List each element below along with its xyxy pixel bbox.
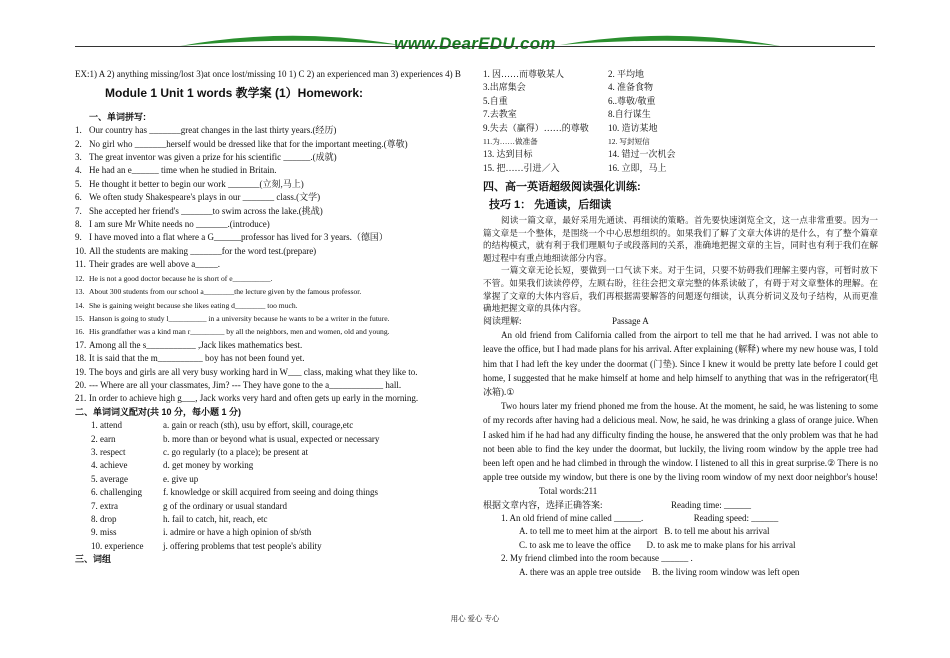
matching-list xyxy=(75,419,467,553)
phrase-row xyxy=(483,68,878,81)
q1-option-d[interactable]: D. to ask me to make plans for his arrival xyxy=(646,539,796,550)
spelling-item-text: The boys and girls are all very busy working hard in W___ class, making what they like to. xyxy=(89,366,418,377)
page-header xyxy=(0,0,950,60)
spelling-item-number: 16. xyxy=(75,327,85,337)
phrase-row xyxy=(483,148,878,161)
phrase-item: 15. 把……引进／入 xyxy=(483,162,560,173)
matching-word: 5. average xyxy=(91,473,128,484)
phrase-list xyxy=(483,68,878,175)
spelling-item xyxy=(75,272,467,285)
phrase-row xyxy=(483,108,878,121)
matching-definition: f. knowledge or skill acquired from seeing and doing things xyxy=(163,487,378,498)
matching-definition: c. go regularly (to a place); be present at xyxy=(163,446,309,457)
matching-item xyxy=(75,540,467,553)
reading-speed: Reading speed: ______ xyxy=(693,513,779,524)
matching-word: 3. respect xyxy=(91,446,126,457)
spelling-item-number: 9. xyxy=(75,232,82,243)
spelling-item xyxy=(75,392,467,405)
page-title: Module 1 Unit 1 words 教学案 (1）Homework: xyxy=(105,86,364,101)
phrase-item: 13. 达到目标 xyxy=(483,149,533,160)
spelling-item-number: 20. xyxy=(75,379,87,390)
matching-word: 6. challenging xyxy=(91,487,142,498)
spelling-item-number: 1. xyxy=(75,125,82,136)
spelling-item-text: We often study Shakespeare's plays in our _______ class.(文学) xyxy=(89,192,321,203)
spelling-item xyxy=(75,379,467,392)
matching-definition: j. offering problems that test people's ability xyxy=(163,540,322,551)
phrase-item: 2. 平均地 xyxy=(608,69,645,79)
spelling-item xyxy=(75,164,467,177)
phrase-row xyxy=(483,81,878,94)
spelling-item-number: 14. xyxy=(75,300,85,310)
matching-item xyxy=(75,486,467,499)
spelling-item-number: 15. xyxy=(75,313,85,323)
spelling-item-number: 5. xyxy=(75,178,82,189)
spelling-item-text: He had an e______ time when he studied in Britain. xyxy=(89,165,277,176)
spelling-item xyxy=(75,299,467,312)
spelling-item-text: No girl who _______herself would be dressed like that for the important meeting.(尊敬) xyxy=(89,138,408,149)
spelling-item-number: 3. xyxy=(75,152,82,163)
phrase-row xyxy=(483,135,878,148)
tip-title: 技巧 1： 先通读，后细读 xyxy=(489,198,612,211)
spelling-item-text: She accepted her friend's _______to swim across the lake.(挑战) xyxy=(89,205,323,216)
site-logo[interactable]: www.DearEDU.com xyxy=(394,34,556,53)
right-column xyxy=(483,68,878,579)
reading-label-row xyxy=(483,315,878,328)
reading-label: 阅读理解: xyxy=(483,315,522,326)
phrase-row xyxy=(483,95,878,108)
spelling-item-number: 4. xyxy=(75,165,82,176)
tip-paragraph-2: 一篇文章无论长短，要做到一口气读下来。对于生词，只要不妨碍我们理解主要内容，可暂时放下不管。如果我们读读停停，左顾右盼，往往会把文章完整的体系读破了，有碍于对文章整体的理解。在掌握了文章的大体内容后，我们再根据需要解答的问题逐句细读，认真分析词义及句子结构，从而更准确地把握文章的具体内容。 xyxy=(483,265,878,314)
spelling-item-text: Their grades are well above a_____. xyxy=(89,259,220,270)
matching-item xyxy=(75,459,467,472)
phrase-item: 8.自行谋生 xyxy=(608,109,651,120)
spelling-item-text: I am sure Mr White needs no _______.(introduce) xyxy=(89,219,270,230)
reading-time: Reading time: ______ xyxy=(671,499,752,510)
spelling-item-number: 18. xyxy=(75,353,87,364)
spelling-item-number: 12. xyxy=(75,273,85,283)
phrase-item: 6..尊敬/敬重 xyxy=(608,95,656,106)
spelling-item-number: 21. xyxy=(75,393,87,404)
matching-word: 7. extra xyxy=(91,500,118,511)
matching-item xyxy=(75,419,467,432)
section-spelling-heading: 一、单词拼写: xyxy=(89,111,146,122)
matching-item xyxy=(75,446,467,459)
matching-word: 2. earn xyxy=(91,433,116,444)
phrase-item: 16. 立即，马上 xyxy=(608,162,667,173)
phrase-item: 5.自重 xyxy=(483,95,508,106)
spelling-item-number: 11. xyxy=(75,259,86,270)
phrase-item: 1. 因……而尊敬某人 xyxy=(483,69,565,79)
matching-definition: a. gain or reach (sth), usu by effort, skill, courage,etc xyxy=(163,420,354,431)
matching-item xyxy=(75,526,467,539)
phrase-item: 14. 错过一次机会 xyxy=(608,149,676,160)
spelling-item-text: She is gaining weight because she likes eating d________ too much. xyxy=(89,300,298,310)
matching-item xyxy=(75,433,467,446)
spelling-item xyxy=(75,366,467,379)
phrase-row xyxy=(483,122,878,135)
phrase-item: 3.出席集会 xyxy=(483,82,526,93)
section-matching-heading: 二、单词词义配对(共 10 分，每小题 1 分) xyxy=(75,406,242,417)
matching-item xyxy=(75,513,467,526)
spelling-item-number: 17. xyxy=(75,339,87,350)
spelling-item xyxy=(75,205,467,218)
spelling-item xyxy=(75,245,467,258)
phrase-item: 12. 写封短信 xyxy=(608,137,650,147)
spelling-item xyxy=(75,178,467,191)
passage-paragraph-1: An old friend from California called from the airport to tell me that he had arrived. I was not able to leave the office, but I had made plans for his arrival. After explaining (解释) where my new house was, I told him that I had left the key under the doormat (门垫). Since I knew it would be pretty late before I could get home, I suggested that he make himself at home and help himself to anything that was in the refrigerator(电冰箱).① xyxy=(483,330,878,398)
spelling-item xyxy=(75,325,467,338)
matching-item xyxy=(75,473,467,486)
spelling-item-number: 19. xyxy=(75,366,87,377)
passage-paragraph-2: Two hours later my friend phoned me from the house. At the moment, he said, he was listening to some of my records after having had a delicious meal. Now, he said, he was drinking a glass of orange juice. When I asked him if he had had any difficulty finding the house, he answered that the only problem was that he had not been able to find the key under the doormat, but luckily, the living room window by the apple tree had been left open and he had climbed in through the window. I listened to all this in great surprise.② There is no apple tree outside my window, but there is one by the living room window of my next door neighbor's house!Total words:211 xyxy=(483,401,878,497)
passage-label: Passage A xyxy=(612,315,649,326)
spelling-item xyxy=(75,191,467,204)
spelling-item-text: His grandfather was a kind man r_________ by all the neighbors, men and women, old and young. xyxy=(89,327,390,337)
answer-row xyxy=(483,499,878,512)
q2-option-b[interactable]: B. the living room window was left open xyxy=(651,566,800,577)
phrase-item: 10. 造访某地 xyxy=(608,122,658,133)
phrase-item: 4. 准备食物 xyxy=(608,82,654,93)
question-1: 1. An old friend of mine called ______. xyxy=(501,513,644,524)
question-1-row xyxy=(483,512,878,525)
spelling-item-text: Among all the s___________ ,Jack likes mathematics best. xyxy=(89,339,303,350)
q2-option-a[interactable]: A. there was an apple tree outside xyxy=(519,566,641,577)
matching-item xyxy=(75,500,467,513)
header-rule xyxy=(75,46,875,47)
spelling-item-text: It is said that the m__________ boy has not been found yet. xyxy=(89,353,305,364)
matching-definition: b. more than or beyond what is usual, expected or necessary xyxy=(163,433,380,444)
phrase-item: 9.失去（赢得）……的尊敬 xyxy=(483,122,589,133)
total-words: Total words:211 xyxy=(539,486,598,497)
spelling-item xyxy=(75,218,467,231)
matching-definition: g of the ordinary or usual standard xyxy=(163,500,287,511)
spelling-item-number: 13. xyxy=(75,287,85,297)
q1-options-ab xyxy=(483,525,878,538)
matching-word: 4. achieve xyxy=(91,460,128,471)
q1-options-cd xyxy=(483,539,878,552)
page-footer: 用心 爱心 专心 xyxy=(450,614,500,623)
spelling-item-number: 6. xyxy=(75,192,82,203)
question-2: 2. My friend climbed into the room because ______ . xyxy=(501,553,693,564)
spelling-item xyxy=(75,339,467,352)
q2-options-ab xyxy=(483,566,878,579)
matching-word: 9. miss xyxy=(91,527,117,538)
spelling-item-text: The great inventor was given a prize for his scientific ______.(成就) xyxy=(89,152,337,163)
phrase-row xyxy=(483,162,878,175)
spelling-item-text: I have moved into a flat where a G______professor has lived for 3 years.（德国） xyxy=(89,232,388,243)
spelling-item xyxy=(75,151,467,164)
spelling-item xyxy=(75,352,467,365)
matching-word: 8. drop xyxy=(91,514,117,524)
spelling-item-text: Our country has _______great changes in the last thirty years.(经历) xyxy=(89,125,337,136)
spelling-item-text: He thought it better to begin our work _______(立刻,马上) xyxy=(89,178,304,189)
tip-paragraph-1: 阅读一篇文章，最好采用先通读、再细读的策略。首先要快速浏览全文，这一点非常重要。因为一篇文章是一个整体，是围绕一个中心思想组织的。如果我们了解了文章大体讲的是什么，有了整个篇章的结构模式，就有利于我们理顺句子或段落间的关系，准确地把握文章的主旨，同时也有利于我们在解题过程中有重点地细读部分内容。 xyxy=(483,215,878,263)
spelling-item-text: In order to achieve high g___, Jack works very hard and often gets up early in the morning. xyxy=(89,393,419,404)
spelling-item-number: 8. xyxy=(75,219,82,230)
spelling-item-text: About 300 students from our school a________the lecture given by the famous professor. xyxy=(89,287,362,297)
section-reading-heading: 四、高一英语超级阅读强化训练: xyxy=(483,181,641,194)
spelling-item xyxy=(75,285,467,298)
spelling-item xyxy=(75,312,467,325)
exercise-answers: EX:1) A 2) anything missing/lost 3)at once lost/missing 10 1) C 2) an experienced man 3) experiences 4) B xyxy=(75,69,461,79)
spelling-item-text: --- Where are all your classmates, Jim? --- They have gone to the a____________ hall. xyxy=(89,379,402,390)
matching-definition: h. fail to catch, hit, reach, etc xyxy=(163,514,268,524)
spelling-list xyxy=(75,124,467,406)
spelling-item-number: 10. xyxy=(75,245,87,256)
matching-word: 10. experience xyxy=(91,540,144,551)
q1-option-c[interactable]: C. to ask me to leave the office xyxy=(519,539,631,550)
matching-definition: e. give up xyxy=(163,473,199,484)
phrase-item: 7.去教室 xyxy=(483,109,517,120)
left-column xyxy=(75,68,467,567)
matching-definition: d. get money by working xyxy=(163,460,254,471)
spelling-item-text: All the students are making _______for the word test.(prepare) xyxy=(89,245,317,256)
matching-word: 1. attend xyxy=(91,420,122,431)
matching-definition: i. admire or have a high opinion of sb/sth xyxy=(163,527,312,538)
q1-option-b[interactable]: B. to tell me about his arrival xyxy=(664,526,770,537)
spelling-item xyxy=(75,138,467,151)
phrase-item: 11.为……做准备 xyxy=(483,137,538,147)
section-phrases-heading: 三、词组 xyxy=(75,554,112,565)
answer-instruction: 根据文章内容，选择正确答案: xyxy=(483,499,603,510)
spelling-item-text: Hanson is going to study l__________ in a university because he wants to be a writer in the future. xyxy=(89,313,390,323)
spelling-item-number: 7. xyxy=(75,205,82,216)
spelling-item-number: 2. xyxy=(75,138,82,149)
spelling-item-text: He is not a good doctor because he is short of e__________. xyxy=(89,273,273,283)
spelling-item xyxy=(75,124,467,137)
spelling-item xyxy=(75,258,467,271)
spelling-item xyxy=(75,231,467,244)
q1-option-a[interactable]: A. to tell me to meet him at the airport xyxy=(519,526,658,537)
